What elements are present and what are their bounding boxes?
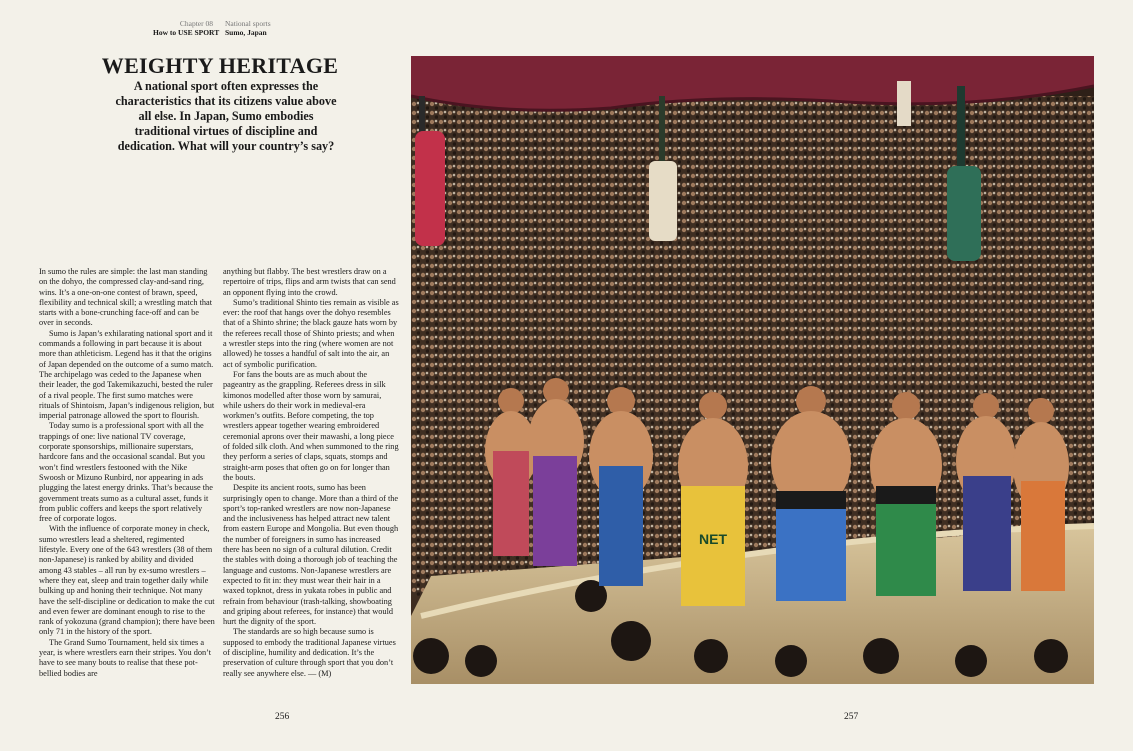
paragraph: The Grand Sumo Tournament, held six times a year, is where wrestlers earn their stripes. You don’t have to see many bouts to realise that these pot-bellied bodies are [39,637,212,678]
paragraph: In sumo the rules are simple: the last man standing on the dohyo, the compressed clay-and-sand ring, wins. It’s a one-on-one contest of brawn, speed, flexibility and technical skill; a wrestling match that starts with a bone-crunching face-off and can be over in seconds. [39,267,213,328]
sumo-photo-illustration [411,56,1094,684]
paragraph: anything but flabby. The best wrestlers draw on a repertoire of trips, flips and arm twists that can send an opponent flying into the crowd. [223,267,396,297]
paragraph: Despite its ancient roots, sumo has been surprisingly open to change. More than a third of the sport’s top-ranked wrestlers are now non-Japanese and the inclusiveness has helped attract new talent from eastern Europe and Mongolia. But even though the number of foreigners in sumo has increased there has been no sign of a cultural dilution. Credit the stables with doing a thorough job of teaching the language and customs. Non-Japanese wrestlers are expected to fit in: they must wear their hair in a waxed topknot, dress in yukata robes in public and refrain from behaviour (trash-talking, showboating and griping about referees, for instance) that would hurt the dignity of the sport. [223,483,399,627]
body-column-2 [223,267,399,679]
paragraph: For fans the bouts are as much about the pageantry as the grappling. Referees dress in silk kimonos modelled after those worn by samurai, while ushers do their work in medieval-era workmen’s outfits. Before competing, the top wrestlers appear together wearing embroidered ceremonial aprons over their mawashi, a long piece of folded silk cloth. And when summoned to the ring they perform a series of claps, squats, stomps and straight-arm poses that often go on for longer than the bouts. [223,369,399,482]
left-page [0,0,410,751]
paper-streamer [897,81,911,126]
page-number-left: 256 [275,712,290,722]
paragraph: The standards are so high because sumo is supposed to embody the traditional Japanese virtues of discipline, humility and dedication. It’s the preservation of culture through sport that you don’t really see anywhere else. — (M) [223,627,396,678]
article-title: WEIGHTY HERITAGE [101,53,339,78]
paragraph: With the influence of corporate money in check, sumo wrestlers lead a sheltered, regimented lifestyle. Every one of the 643 wrestlers (38 of them non-Japanese) is ranked by ability and divided among 43 stables – all run by ex-sumo wrestlers – where they eat, sleep and train together daily while bulking up and honing their technique. Not many have the self-discipline or dedication to make the cut and even fewer are dominant enough to rise to the rank of yokozuna (grand champion); there have been only 71 in the history of the sport. [39,524,215,637]
paragraph: Sumo is Japan’s exhilarating national sport and it commands a following in part because it is about more than athleticism. Legend has it that the origins of Japan depended on the outcome of a sumo match. The archipelago was ceded to the Japanese when their leader, the god Takemikazuchi, bested the ruler of a rival people. The first sumo matches were rituals of Shintoism, Japan’s indigenous religion, but imperial patronage allowed the sport to flourish. [39,328,215,421]
running-header-topic: National sports Sumo, Japan [225,19,271,37]
running-header-chapter: Chapter 08 How to USE SPORT [153,19,220,37]
page-number-right: 257 [844,712,859,722]
sumo-photo [411,56,1094,684]
article-standfirst: A national sport often expresses the characteristics that its citizens value above all else. In Japan, Sumo embodies traditional virtues of discipline and dedication. What will your country’s say? [115,79,337,153]
apron-text: NET [699,531,727,547]
paragraph: Sumo’s traditional Shinto ties remain as visible as ever: the roof that hangs over the dohyo resembles that of a Shinto shrine; the black gauze hats worn by the referees recall those of Shinto priests; and when a wrestler steps into the ring (where women are not allowed) he tosses a handful of salt into the air, an act of symbolic purification. [223,297,399,369]
body-column-1 [39,267,215,679]
paragraph: Today sumo is a professional sport with all the trappings of one: live national TV coverage, corporate sponsorships, millionaire superstars, hardcore fans and the occasional scandal. But you won’t find wrestlers festooned with the Nike Swoosh or Mizuno Runbird, nor appearing in ads plugging the latest energy drinks. That’s because the government treats sumo as a cultural asset, funds it from public coffers and keeps the sport relatively free of corporate logos. [39,421,213,524]
